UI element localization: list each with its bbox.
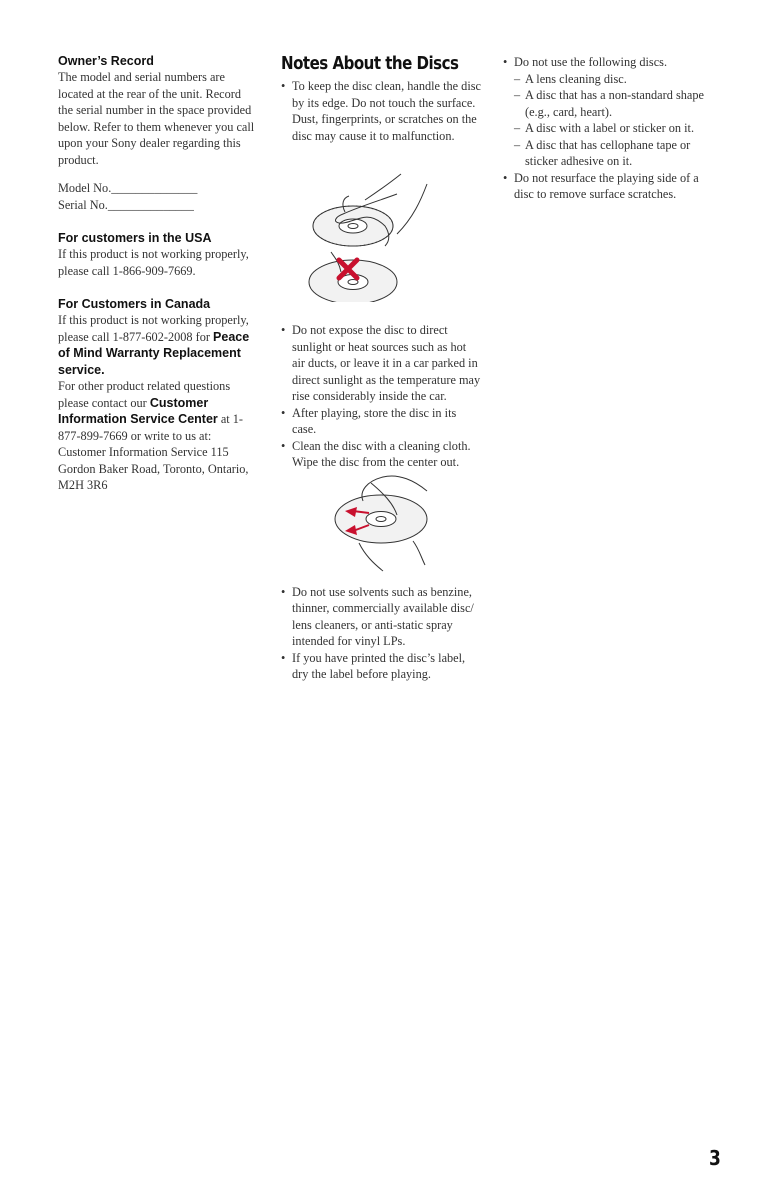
canada-body xyxy=(58,312,258,378)
customer-info-center-emphasis: Customer Information Service Center xyxy=(58,395,218,426)
dash-marker: – xyxy=(514,88,521,102)
list-item xyxy=(281,78,481,144)
disc-handling-illustration xyxy=(281,144,481,302)
list-item xyxy=(503,120,708,137)
bullet-marker: • xyxy=(503,170,508,185)
notes-list-a xyxy=(281,78,481,144)
sub-item-text: A lens cleaning disc. xyxy=(525,71,627,86)
list-item xyxy=(503,137,708,170)
middle-column xyxy=(281,54,481,683)
owners-record-body: The model and serial numbers are located at the rear of the unit. Record the serial number in the space provided below. Refer to them whenever you call upon your Sony dealer regarding this product. xyxy=(58,70,255,167)
list-item xyxy=(503,170,708,203)
bullet-text: Do not resurface the playing side of a disc to remove surface scratches. xyxy=(514,170,699,201)
page-number: 3 xyxy=(709,1146,721,1170)
serial-number-line: Serial No.______________ xyxy=(58,197,194,212)
bullet-text: Do not expose the disc to direct sunlight or heat sources such as hot air ducts, or leave it in a car parked in direct sunlight as the temperature may rise considerably inside the car. xyxy=(292,323,481,403)
bullet-marker: • xyxy=(281,438,286,453)
bullet-text: Do not use solvents such as benzine, thinner, commercially available disc/ lens cleaners, or anti-static spray intended for vinyl LPs. xyxy=(292,584,474,648)
dash-marker: – xyxy=(514,137,521,152)
sub-item-text: A disc with a label or sticker on it. xyxy=(525,121,695,135)
list-item xyxy=(503,87,708,120)
bullet-marker: • xyxy=(281,650,286,665)
canada-body-text-1: If this product is not working properly, please call 1-877-602-2008 for xyxy=(58,313,249,344)
left-column xyxy=(58,54,258,494)
dash-marker: – xyxy=(514,121,521,135)
list-item xyxy=(503,54,708,71)
sub-item-text: A disc that has cellophane tape or sticker adhesive on it. xyxy=(525,137,691,168)
list-item xyxy=(281,650,481,683)
canada-contact-text-1: For other product related questions please contact our xyxy=(58,379,231,410)
notes-list-c xyxy=(281,584,481,683)
bullet-text: Clean the disc with a cleaning cloth. Wipe the disc from the center out. xyxy=(292,438,471,469)
list-item xyxy=(281,438,481,471)
bullet-marker: • xyxy=(281,584,286,599)
notes-list-d xyxy=(503,54,708,71)
bullet-text: After playing, store the disc in its case. xyxy=(292,405,457,436)
bullet-marker: • xyxy=(281,405,286,420)
bullet-text: To keep the disc clean, handle the disc by its edge. Do not touch the surface. xyxy=(292,79,481,110)
bullet-text: Do not use the following discs. xyxy=(514,55,668,69)
canada-heading: For Customers in Canada xyxy=(58,297,211,311)
prohibited-discs-list xyxy=(503,71,708,170)
usa-heading: For customers in the USA xyxy=(58,231,212,245)
disc-cleaning-illustration xyxy=(301,471,501,576)
list-item xyxy=(281,405,481,438)
notes-title: Notes About the Discs xyxy=(281,54,459,74)
usa-body: If this product is not working properly, please call 1-866-909-7669. xyxy=(58,247,249,278)
warranty-service-emphasis: Peace of Mind Warranty Replacement service. xyxy=(58,329,250,377)
dash-marker: – xyxy=(514,71,521,86)
bullet-marker: • xyxy=(281,79,286,93)
list-item xyxy=(503,71,708,88)
bullet-text: If you have printed the disc’s label, dry the label before playing. xyxy=(292,650,466,681)
canada-contact xyxy=(58,378,258,494)
bullet-marker: • xyxy=(281,323,286,337)
notes-list-b xyxy=(281,322,481,471)
bullet-marker: • xyxy=(503,55,508,69)
model-number-line: Model No.______________ xyxy=(58,181,198,195)
sub-item-text: A disc that has a non-standard shape (e.g., card, heart). xyxy=(525,88,704,119)
owners-record-heading: Owner’s Record xyxy=(58,54,154,68)
list-item xyxy=(281,322,481,405)
notes-list-e xyxy=(503,170,708,203)
bullet-text-extra: Dust, fingerprints, or scratches on the disc may cause it to malfunction. xyxy=(292,112,477,143)
right-column xyxy=(503,54,708,203)
canada-contact-text-2: at 1-877-899-7669 or write to us at: Customer Information Service 115 Gordon Baker Road, Toronto, Ontario, M2H 3R6 xyxy=(58,412,249,492)
list-item xyxy=(281,584,481,650)
